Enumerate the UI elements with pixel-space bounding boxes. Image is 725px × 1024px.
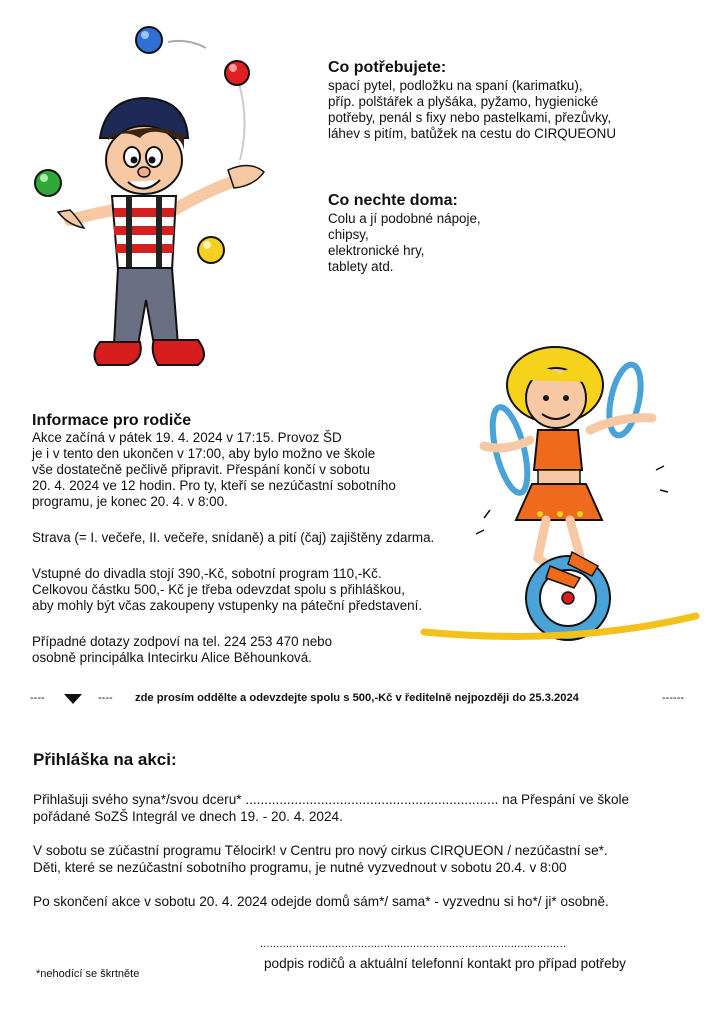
cut-dash: ---- (30, 692, 45, 704)
info-line: Vstupné do divadla stojí 390,-Kč, sobotní program 110,-Kč. (32, 566, 382, 581)
info-line: 20. 4. 2024 ve 12 hodin. Pro ty, kteří se nezúčastní sobotního (32, 478, 396, 493)
leave-line: elektronické hry, (328, 243, 425, 258)
info-line: Případné dotazy zodpoví na tel. 224 253 470 nebo (32, 634, 333, 649)
red-ball-icon (225, 61, 249, 85)
arrow-down-icon (63, 693, 83, 705)
form-line: pořádané SoZŠ Integrál ve dnech 19. - 20. 4. 2024. (33, 809, 343, 824)
leave-line: Colu a jí podobné nápoje, (328, 211, 481, 226)
info-line: vše dostatečně pečlivě připravit. Přespání končí v sobotu (32, 462, 370, 477)
form-paragraph (33, 893, 713, 910)
need-section (328, 58, 708, 142)
leave-section (328, 191, 628, 275)
footnote: *nehodící se škrtněte (36, 968, 140, 980)
need-line: spací pytel, podložku na spaní (karimatku), (328, 78, 583, 93)
yellow-ball-icon (198, 237, 224, 263)
need-line: příp. polštářek a plyšáka, pyžamo, hygienické (328, 94, 599, 109)
form-line: V sobotu se zúčastní programu Tělocirk! v Centru pro nový cirkus CIRQUEON / nezúčastní se*. (33, 843, 608, 858)
info-line: Strava (= I. večeře, II. večeře, snídaně) a pití (čaj) zajištěny zdarma. (32, 530, 435, 545)
info-heading: Informace pro rodiče (32, 412, 192, 429)
info-line: Akce začíná v pátek 19. 4. 2024 v 17:15. Provoz ŠD (32, 430, 342, 445)
info-line: aby mohly být včas zakoupeny vstupenky na páteční představení. (32, 598, 423, 613)
info-paragraph (32, 530, 472, 546)
cut-dash: ---- (98, 692, 113, 704)
need-heading: Co potřebujete: (328, 59, 447, 76)
info-line: je i v tento den ukončen v 17:00, aby bylo možno ve škole (32, 446, 376, 461)
info-line: osobně principálka Intecirku Alice Běhounková. (32, 650, 312, 665)
form-paragraph (33, 791, 713, 825)
form-line: Děti, které se nezúčastní sobotního programu, je nutné vyzvednout v sobotu 20.4. v 8:00 (33, 860, 567, 875)
leave-line: chipsy, (328, 227, 369, 242)
cut-instruction: zde prosím oddělte a odevzdejte spolu s 500,-Kč v ředitelně nejpozději do 25.3.2024 (135, 692, 579, 704)
juggler-boy-illustration (28, 20, 290, 380)
info-paragraph (32, 566, 472, 614)
cut-line (0, 690, 725, 710)
leave-heading: Co nechte doma: (328, 192, 458, 209)
need-line: láhev s pitím, batůžek na cestu do CIRQUEONU (328, 126, 617, 141)
need-line: potřeby, penál s fixy nebo pastelkami, přezůvky, (328, 110, 612, 125)
info-paragraph (32, 634, 472, 666)
info-line: Celkovou částku 500,- Kč je třeba odevzdat spolu s přihláškou, (32, 582, 405, 597)
form-paragraph (33, 842, 713, 876)
leave-line: tablety atd. (328, 259, 394, 274)
form-section (33, 750, 713, 910)
form-heading: Přihláška na akci: (33, 750, 177, 769)
form-line: Přihlašuji svého syna*/svou dceru* ................................................................... na Přespání ve škole (33, 792, 630, 807)
signature-label: podpis rodičů a aktuální telefonní kontakt pro případ potřeby (264, 956, 626, 971)
info-paragraph (32, 430, 472, 510)
cut-dash: ------ (662, 692, 684, 704)
blue-ball-icon (136, 27, 162, 53)
signature-dots[interactable]: .............................................................................................. (260, 938, 567, 950)
form-line: Po skončení akce v sobotu 20. 4. 2024 odejde domů sám*/ sama* - vyzvednu si ho*/ ji* osobně. (33, 894, 609, 909)
green-ball-icon (35, 170, 61, 196)
info-section (32, 411, 472, 666)
info-line: programu, je konec 20. 4. v 8:00. (32, 494, 228, 509)
